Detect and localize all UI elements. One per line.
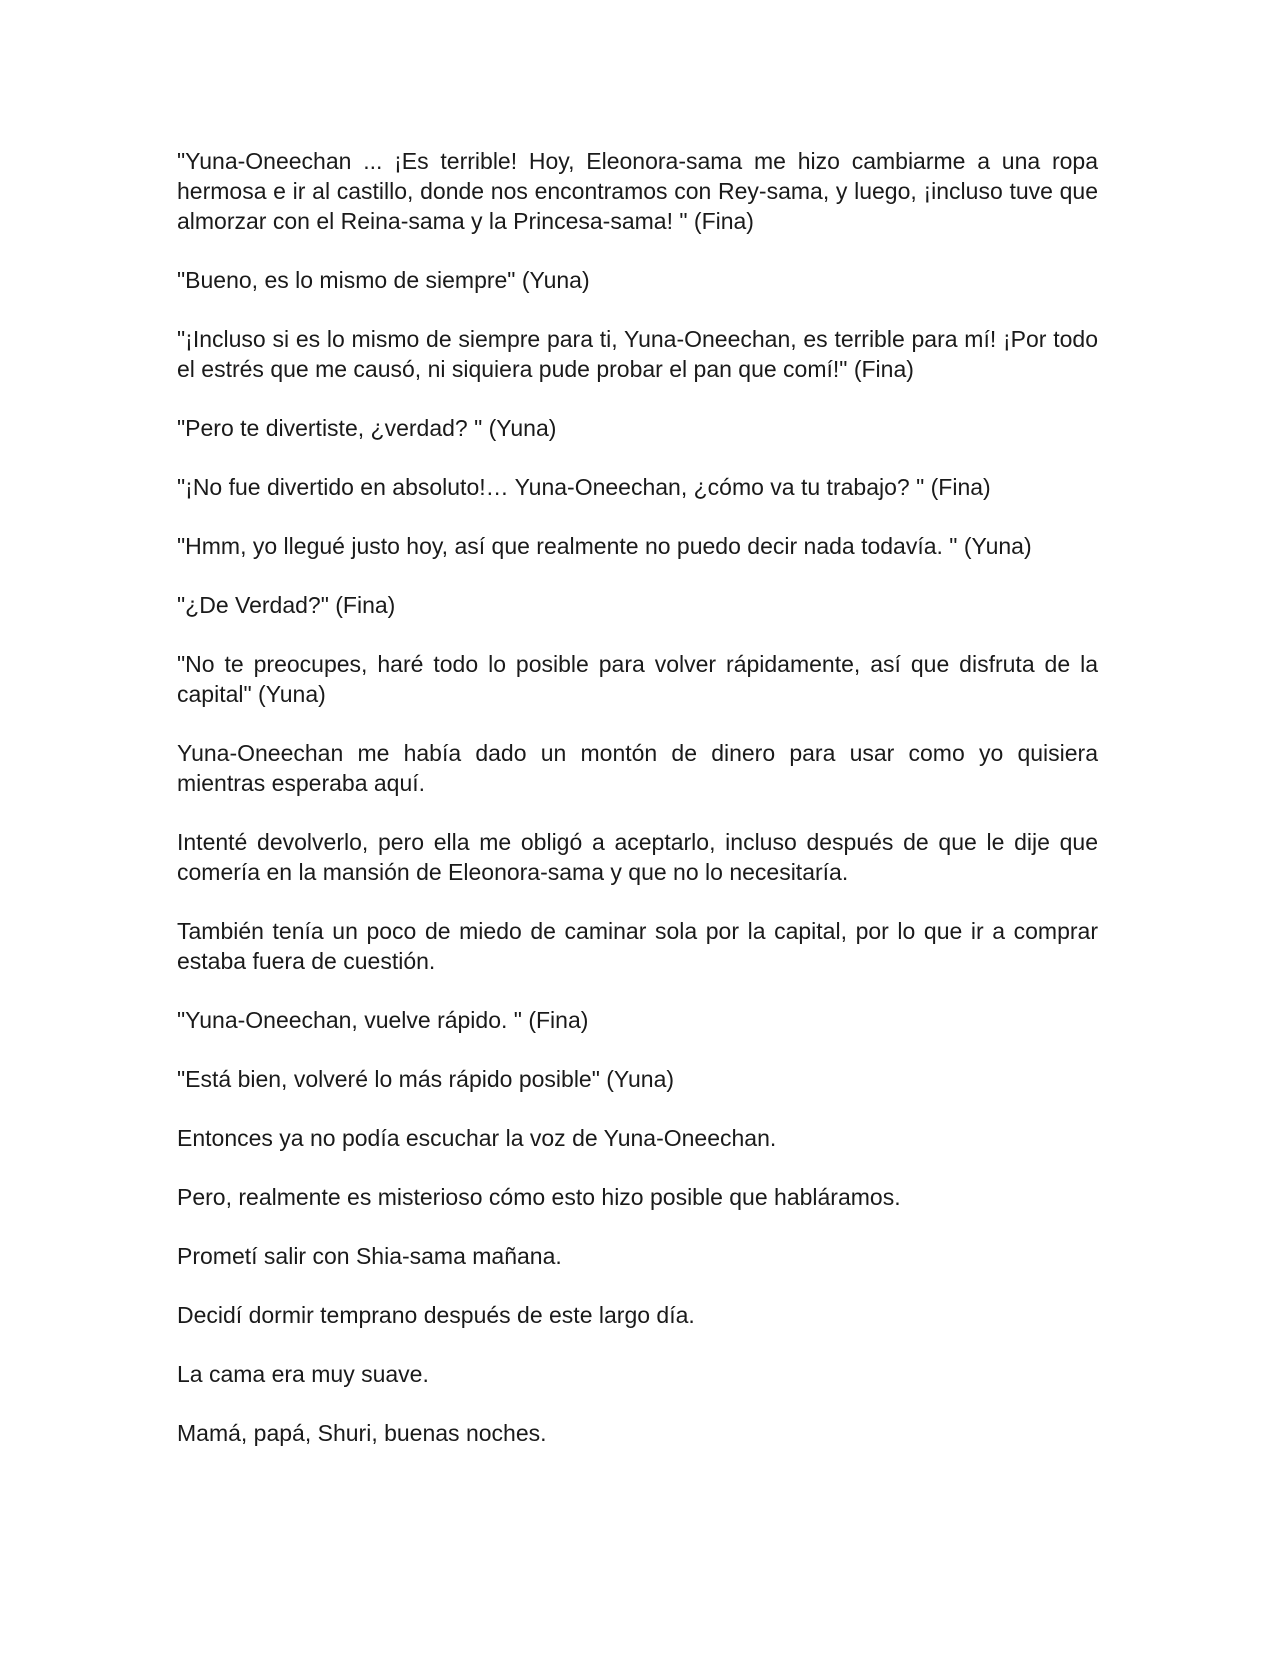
paragraph-11: También tenía un poco de miedo de caminar sola por la capital, por lo que ir a comprar estaba fuera de cuestión.	[177, 918, 1098, 974]
paragraph-7: "¿De Verdad?" (Fina)	[177, 592, 396, 618]
paragraph-5: "¡No fue divertido en absoluto!… Yuna-Oneechan, ¿cómo va tu trabajo? " (Fina)	[177, 474, 991, 500]
paragraph-16: Prometí salir con Shia-sama mañana.	[177, 1243, 562, 1269]
paragraph-12: "Yuna-Oneechan, vuelve rápido. " (Fina)	[177, 1007, 589, 1033]
paragraph-8: "No te preocupes, haré todo lo posible para volver rápidamente, así que disfruta de la capital" (Yuna)	[177, 651, 1098, 707]
paragraph-14: Entonces ya no podía escuchar la voz de Yuna-Oneechan.	[177, 1125, 777, 1151]
paragraph-19: Mamá, papá, Shuri, buenas noches.	[177, 1420, 547, 1446]
paragraph-10: Intenté devolverlo, pero ella me obligó a aceptarlo, incluso después de que le dije que comería en la mansión de Eleonora-sama y que no lo necesitaría.	[177, 829, 1098, 885]
paragraph-15: Pero, realmente es misterioso cómo esto hizo posible que habláramos.	[177, 1184, 901, 1210]
paragraph-13: "Está bien, volveré lo más rápido posible" (Yuna)	[177, 1066, 675, 1092]
paragraph-2: "Bueno, es lo mismo de siempre" (Yuna)	[177, 267, 590, 293]
paragraph-18: La cama era muy suave.	[177, 1361, 429, 1387]
paragraph-6: "Hmm, yo llegué justo hoy, así que realmente no puedo decir nada todavía. " (Yuna)	[177, 533, 1032, 559]
paragraph-17: Decidí dormir temprano después de este largo día.	[177, 1302, 695, 1328]
document-body	[177, 146, 1098, 1477]
paragraph-4: "Pero te divertiste, ¿verdad? " (Yuna)	[177, 415, 557, 441]
paragraph-1: "Yuna-Oneechan ... ¡Es terrible! Hoy, Eleonora-sama me hizo cambiarme a una ropa hermosa e ir al castillo, donde nos encontramos con Rey-sama, y luego, ¡incluso tuve que almorzar con el Reina-sama y la Princesa-sama! " (Fina)	[177, 148, 1098, 234]
paragraph-3: "¡Incluso si es lo mismo de siempre para ti, Yuna-Oneechan, es terrible para mí! ¡Por todo el estrés que me causó, ni siquiera pude probar el pan que comí!" (Fina)	[177, 326, 1098, 382]
paragraph-9: Yuna-Oneechan me había dado un montón de dinero para usar como yo quisiera mientras esperaba aquí.	[177, 740, 1098, 796]
